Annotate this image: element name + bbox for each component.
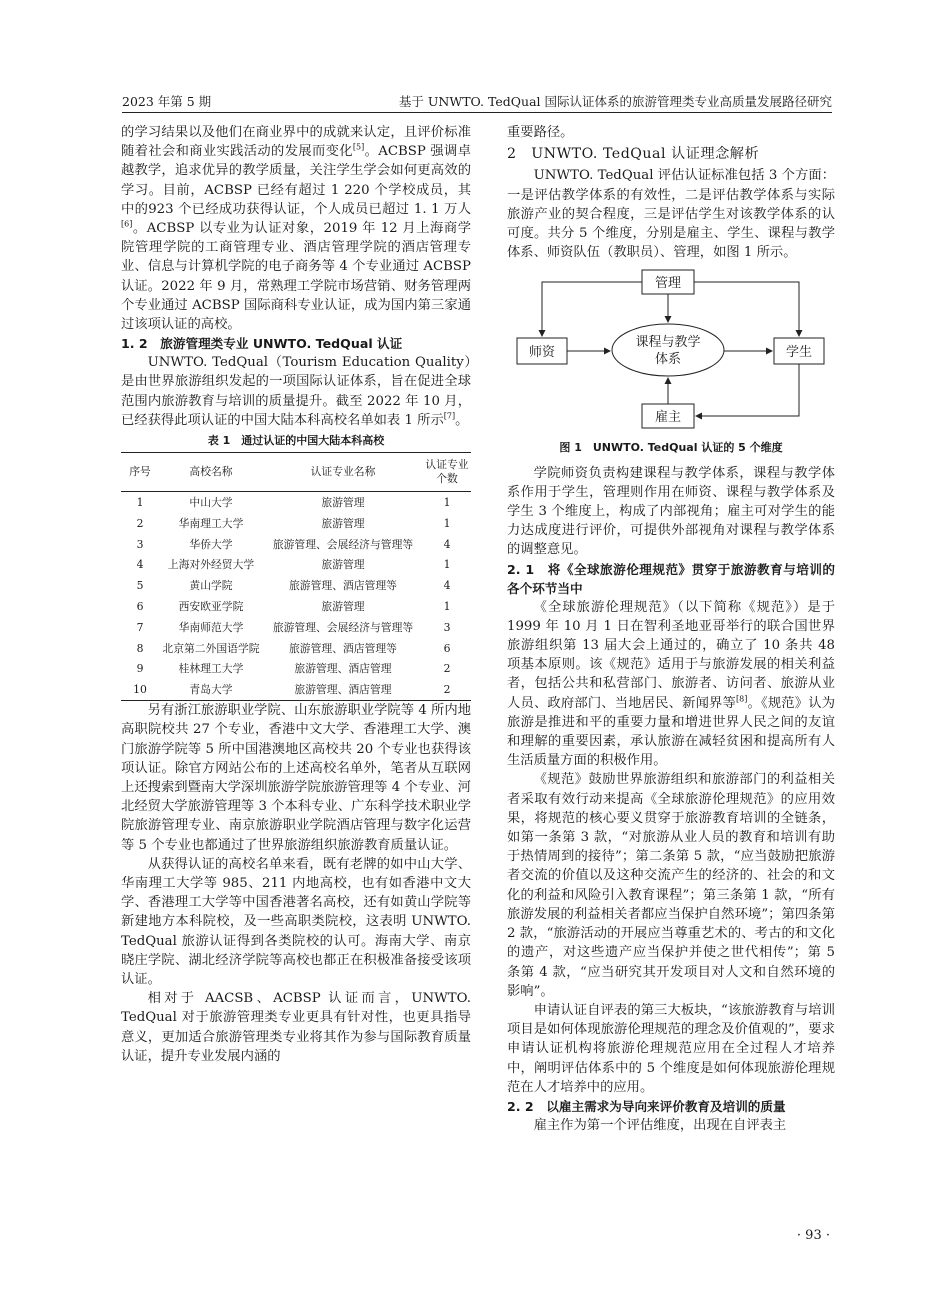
citation: [8] xyxy=(736,694,748,704)
paragraph: 《规范》鼓励世界旅游组织和旅游部门的利益相关者采取有效行动来提高《全球旅游伦理规范》的应用效果，将规范的核心要义贯穿于旅游教育培训的全链条，如第一条第 3 款，“对旅游从业人员的教育和培训有助于热情周到的接待”；第二条第 5 款，“应当鼓励把旅游者交流的价值以及这种交流产生的经济的、社会的和文化的利益和风险引入教育课程”；第三条第 1 款，“所有旅游发展的利益相关者都应当保护自然环境”；第四条第 2 款，“旅游活动的开展应当尊重艺术的、考古的和文化的遗产，对这些遗产应当保护并使之世代相传”；第 5 条第 4 款，“应当研究其开发项目对人文和自然环境的影响”。 xyxy=(507,772,835,999)
table-row: 10 青岛大学 旅游管理、酒店管理 2 xyxy=(121,679,471,700)
citation: [7] xyxy=(443,411,456,421)
section-heading-2: 2 UNWTO. TedQual 认证理念解析 xyxy=(507,146,760,163)
paragraph: 重要路径。 xyxy=(507,125,574,140)
table-header-row xyxy=(121,453,471,492)
paragraph: 《全球旅游伦理规范》（以下简称《规范》）是于 1999 年 10 月 1 日在智利圣地亚哥举行的联合国世界旅游组织第 13 届大会上通过的，确立了 10 条共 48 项基本原则。该《规范》适用于与旅游发展的相关利益者，包括公共和私营部门、旅游者、访问者、旅游从业人员、政府部门、当地居民、新闻界等[8]。《规范》认为旅游是推进和平的重要力量和增进世界人民之间的友谊和理解的重要因素，承认旅游在减轻贫困和提高所有人生活质量方面的积极作用。 xyxy=(507,599,836,769)
node-employer-label: 雇主 xyxy=(654,410,682,426)
section-heading-2-2: 2. 2 以雇主需求为导向来评价教育及培训的质量 xyxy=(507,1098,786,1114)
table-row: 2 华南理工大学 旅游管理 1 xyxy=(136,516,451,530)
table-row: 5 黄山学院 旅游管理、酒店管理等 4 xyxy=(136,579,451,593)
figure-caption: 图 1 UNWTO. TedQual 认证的 5 个维度 xyxy=(559,441,783,455)
table-row: 1 中山大学 旅游管理 1 xyxy=(136,496,451,510)
table-caption: 表 1 通过认证的中国大陆本科高校 xyxy=(207,434,385,448)
paragraph: 另有浙江旅游职业学院、山东旅游职业学院等 4 所内地高职院校共 27 个专业，香港中文大学、香港理工大学、澳门旅游学院等 5 所中国港澳地区高校共 20 个专业也获得该项认证。除官方网站公布的上述高校名单外，笔者从互联网上还搜索到暨南大学深圳旅游学院旅游管理等 4 个专业、河北经贸大学旅游管理等 3 个本科专业、广东科学技术职业学院旅游管理专业、南京旅游职业学院酒店管理与数字化运营等 5 个专业也都通过了世界旅游组织旅游教育质量认证。 xyxy=(121,703,471,853)
table-row: 8 北京第二外国语学院 旅游管理、酒店管理等 6 xyxy=(136,641,451,655)
node-management-label: 管理 xyxy=(654,276,682,292)
paragraph: 雇主作为第一个评估维度，出现在自评表主 xyxy=(533,1117,787,1133)
citation: [6] xyxy=(121,219,133,229)
arrow-management-faculty xyxy=(542,282,642,336)
right-column xyxy=(507,123,835,1135)
paragraph: UNWTO. TedQual（Tourism Education Quality）是由世界旅游组织发起的一项国际认证体系，旨在促进全球范围内旅游教育与培训的质量提升。截至 2022 年 10 月，已经获得此项认证的中国大陆本科高校名单如表 1 所示[7]。 xyxy=(121,355,471,428)
section-heading-2-1: 2. 1 将《全球旅游伦理规范》贯穿于旅游教育与培训的各个环节当中 xyxy=(507,561,835,596)
paragraph: 相对于 AACSB、ACBSP 认证而言，UNWTO. TedQual 对于旅游管理类专业更具有针对性，也更具指导意义，更加适合旅游管理类专业将其作为参与国际教育质量认证，提升专业发展内涵的 xyxy=(121,991,471,1064)
node-curriculum-label-line2: 体系 xyxy=(654,352,682,368)
col-header: 高校名称 xyxy=(189,465,233,479)
paragraph: 从获得认证的高校名单来看，既有老牌的如中山大学、华南理工大学等 985、211 内地高校，也有如香港中文大学、香港理工大学等中国香港著名高校，还有如黄山学院等新建地方本科院校，及一些高职类院校，这表明 UNWTO. TedQual 旅游认证得到各类院校的认可。海南大学、南京晓庄学院、湖北经济学院等高校也都正在积极准备接受该项认证。 xyxy=(121,856,471,988)
left-column xyxy=(121,123,471,1066)
table-row: 3 华侨大学 旅游管理、会展经济与管理等 4 xyxy=(136,537,451,551)
section-heading-1-2: 1. 2 旅游管理类专业 UNWTO. TedQual 认证 xyxy=(121,336,403,352)
node-curriculum-label-line1: 课程与教学 xyxy=(635,335,701,351)
col-header: 认证专业个数 xyxy=(425,458,469,486)
table-row: 7 华南师范大学 旅游管理、会展经济与管理等 3 xyxy=(136,620,451,634)
paragraph: 学院师资负责构建课程与教学体系，课程与教学体系作用于学生，管理则作用在师资、课程与教学体系及学生 3 个维度上，构成了内部视角；雇主可对学生的能力达成度进行评价，可提供外部视角对课程与教学体系的调整意见。 xyxy=(507,465,835,558)
col-header: 序号 xyxy=(129,465,151,479)
table-row: 4 上海对外经贸大学 旅游管理 1 xyxy=(136,558,451,572)
page-number: · 93 · xyxy=(796,1228,830,1243)
certified-universities-table xyxy=(121,452,471,701)
figure-1-diagram xyxy=(507,264,835,434)
col-header: 认证专业名称 xyxy=(310,465,376,479)
issue-label: 2023 年第 5 期 xyxy=(122,94,212,109)
five-dimensions-diagram xyxy=(507,264,835,434)
paragraph: 的学习结果以及他们在商业界中的成就来认定，且评价标准随着社会和商业实践活动的发展而变化[5]。ACBSP 强调卓越教学，追求优异的教学质量，关注学生学会如何更高效的学习。目前，ACBSP 已经有超过 1 220 个学校成员，其中的923 个已经成功获得认证，个人成员已超过 1. 1 万人[6]。ACBSP 以专业为认证对象，2019 年 12 月上海商学院管理学院的工商管理专业、酒店管理学院的酒店管理专业、信息与计算机学院的电子商务等 4 个专业通过 ACBSP 认证。2022 年 9 月，常熟理工学院市场营销、财务管理两个专业通过 ACBSP 国际商科专业认证，成为国内第三家通过该项认证的高校。 xyxy=(121,125,471,333)
paragraph: UNWTO. TedQual 评估认证标准包括 3 个方面：一是评估教学体系的有效性，二是评估教学体系与实际旅游产业的契合程度，三是评估学生对该教学体系的认可度。共分 5 个维度，分别是雇主、学生、课程与教学体系、师资队伍（教职员）、管理，如图 1 所示。 xyxy=(507,168,835,261)
node-student-label: 学生 xyxy=(785,345,813,361)
node-curriculum-ellipse xyxy=(612,324,724,376)
arrow-student-employer xyxy=(696,364,799,416)
citation: [5] xyxy=(352,142,365,152)
paragraph: 申请认证自评表的第三大板块，“该旅游教育与培训项目是如何体现旅游伦理规范的理念及价值观的”，要求申请认证机构将旅游伦理规范应用在全过程人才培养中，阐明评估体系中的 5 个维度是如何体现旅游伦理规范在人才培养中的应用。 xyxy=(507,1002,835,1095)
table-row: 6 西安欧亚学院 旅游管理 1 xyxy=(136,600,451,614)
node-faculty-label: 师资 xyxy=(528,345,556,361)
arrow-management-student xyxy=(694,282,799,336)
running-header xyxy=(122,90,832,113)
article-title-header: 基于 UNWTO. TedQual 国际认证体系的旅游管理类专业高质量发展路径研究 xyxy=(398,94,832,109)
table-row: 9 桂林理工大学 旅游管理、酒店管理 2 xyxy=(136,662,451,676)
